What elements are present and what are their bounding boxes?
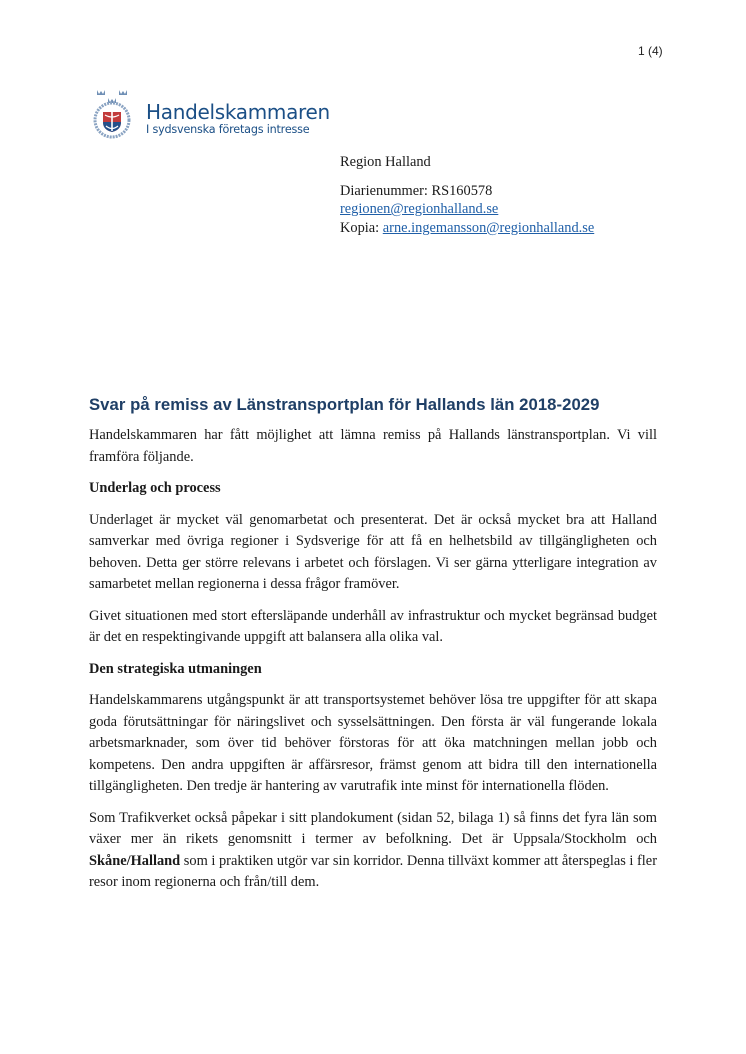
recipient-block: [340, 153, 594, 237]
copy-line: [340, 219, 594, 238]
document-body: [89, 425, 657, 904]
intro-paragraph: Handelskammaren har fått möjlighet att lämna remiss på Hallands länstransportplan. Vi vill framföra följande.: [89, 427, 657, 465]
strategic-p2-after: som i praktiken utgör var sin korridor. Denna tillväxt kommer att återspeglas i fler resor inom regionerna och från/till dem.: [89, 852, 657, 890]
recipient-email-link[interactable]: regionen@regionhalland.se: [340, 201, 499, 217]
copy-email-link[interactable]: arne.ingemansson@regionhalland.se: [382, 219, 595, 236]
strategic-paragraph-2: [89, 808, 657, 894]
heading-underlag: Underlag och process: [89, 480, 221, 496]
diary-number: Diarienummer: RS160578: [340, 182, 493, 199]
chamber-emblem-icon: [88, 86, 142, 140]
logo: [88, 86, 330, 140]
page-number: 1 (4): [638, 44, 663, 58]
recipient-name: Region Halland: [340, 154, 431, 170]
underlag-paragraph-2: Givet situationen med stort eftersläpande underhåll av infrastruktur och mycket begränsad budget är det en respektingivande uppgift att balansera alla olika val.: [89, 607, 657, 645]
document-title: Svar på remiss av Länstransportplan för Hallands län 2018-2029: [89, 395, 600, 414]
heading-strategic: Den strategiska utmaningen: [89, 660, 262, 677]
strategic-p2-before: Som Trafikverket också påpekar i sitt plandokument (sidan 52, bilaga 1) så finns det fyra län som växer mer än rikets genomsnitt i termer av befolkning. Det är Uppsala/Stockholm och: [89, 809, 657, 847]
copy-label: Kopia:: [340, 219, 383, 236]
strategic-p2-bold: Skåne/Halland: [89, 852, 181, 869]
strategic-paragraph-1: Handelskammarens utgångspunkt är att transportsystemet behöver lösa tre uppgifter för att skapa goda förutsättningar för näringslivet och sysselsättningen. Den första är väl fungerande lokala arbetsmarknader, som över tid behöver förstoras för att öka matchningen mellan jobb och kompetens. Den andra uppgiften är affärsresor, främst genom att bidra till den internationella tillgängligheten. Den tredje är hantering av varutrafik inte minst för internationella flöden.: [89, 692, 657, 794]
logo-name: Handelskammaren: [146, 99, 330, 124]
logo-tagline: I sydsvenska företags intresse: [146, 122, 310, 136]
underlag-paragraph-1: Underlaget är mycket väl genomarbetat och presenterat. Det är också mycket bra att Halland samverkar med övriga regioner i Sydsverige för att få en helhetsbild av tillgängligheten och behoven. Detta ger större relevans i arbetet och förslagen. Vi ser gärna ytterligare integration av samarbetet mellan regionerna i dessa frågor framöver.: [89, 511, 657, 592]
